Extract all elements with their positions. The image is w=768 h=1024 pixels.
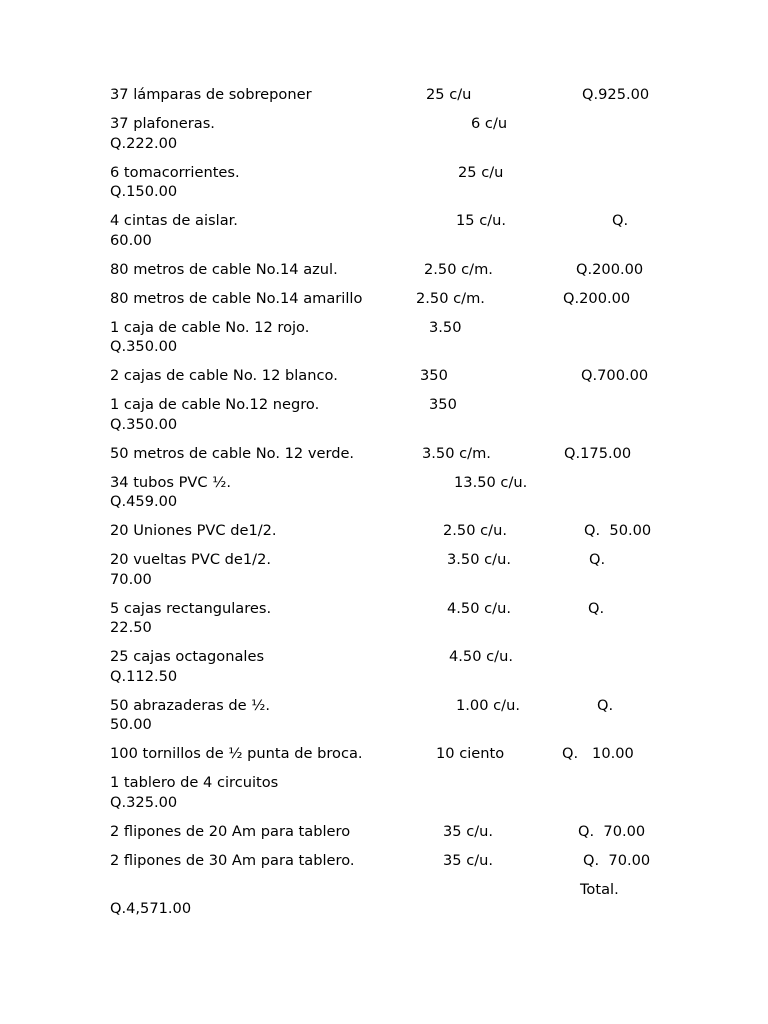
list-item <box>110 85 670 105</box>
item-total: Q.150.00 <box>110 183 178 200</box>
list-item <box>110 366 670 386</box>
list-item <box>110 851 670 871</box>
item-description: 50 abrazaderas de ½. <box>110 696 271 714</box>
item-unit-price: 13.50 c/u. <box>454 473 528 491</box>
item-unit-price: 4.50 c/u. <box>449 648 513 665</box>
item-total: Q.222.00 <box>110 134 178 152</box>
item-description: 80 metros de cable No.14 azul. <box>110 260 338 278</box>
item-unit-price: 1.00 c/u. <box>456 696 520 714</box>
item-unit-price: 35 c/u. <box>443 822 494 840</box>
item-description: 20 Uniones PVC de1/2. <box>110 522 277 539</box>
list-item <box>110 163 670 183</box>
item-description: 2 flipones de 30 Am para tablero. <box>110 851 355 869</box>
item-total: Q.700.00 <box>581 367 649 384</box>
list-item-wrap <box>110 570 670 590</box>
item-total-currency: Q. <box>597 696 614 714</box>
item-unit-price: 2.50 c/m. <box>416 289 485 307</box>
item-total-currency: Q. <box>588 599 605 617</box>
list-item-wrap <box>110 134 670 154</box>
total-value: Q.4,571.00 <box>110 900 192 917</box>
list-item <box>110 599 670 619</box>
list-item <box>110 473 670 493</box>
list-item <box>110 550 670 570</box>
item-description: 37 plafoneras. <box>110 115 215 132</box>
item-unit-price: 4.50 c/u. <box>447 599 511 617</box>
item-total: Q. 70.00 <box>583 851 651 869</box>
item-description: 2 flipones de 20 Am para tablero <box>110 822 351 840</box>
item-description: 37 lámparas de sobreponer <box>110 86 312 103</box>
item-total: Q.459.00 <box>110 493 178 510</box>
item-description: 2 cajas de cable No. 12 blanco. <box>110 367 338 384</box>
item-total: Q.350.00 <box>110 415 178 433</box>
item-total: Q. 50.00 <box>584 522 652 539</box>
total-row <box>110 880 670 900</box>
item-description: 4 cintas de aislar. <box>110 212 238 229</box>
item-description: 6 tomacorrientes. <box>110 163 240 181</box>
item-description: 50 metros de cable No. 12 verde. <box>110 444 355 462</box>
material-list <box>110 85 670 919</box>
item-description: 25 cajas octagonales <box>110 648 265 665</box>
list-item <box>110 318 670 338</box>
list-item <box>110 395 670 415</box>
item-total-amount: 70.00 <box>110 570 152 588</box>
list-item <box>110 647 670 667</box>
item-total: Q.325.00 <box>110 793 178 811</box>
item-total: Q.350.00 <box>110 338 178 355</box>
list-item-wrap <box>110 618 670 638</box>
list-item-wrap <box>110 337 670 357</box>
list-item <box>110 289 670 309</box>
item-description: 20 vueltas PVC de1/2. <box>110 551 272 568</box>
item-description: 1 tablero de 4 circuitos <box>110 774 279 791</box>
item-total-currency: Q. <box>612 212 629 229</box>
item-total-amount: 60.00 <box>110 231 152 249</box>
list-item-wrap <box>110 793 670 813</box>
item-unit-price: 15 c/u. <box>456 212 507 229</box>
item-unit-price: 3.50 c/m. <box>422 444 491 462</box>
list-item-wrap <box>110 182 670 202</box>
list-item-wrap <box>110 715 670 735</box>
item-description: 34 tubos PVC ½. <box>110 473 232 491</box>
item-unit-price: 10 ciento <box>436 745 505 762</box>
item-description: 5 cajas rectangulares. <box>110 599 272 617</box>
item-unit-price: 3.50 <box>429 318 462 336</box>
item-unit-price: 350 <box>420 367 448 384</box>
item-description: 1 caja de cable No. 12 rojo. <box>110 318 310 336</box>
list-item-wrap <box>110 667 670 687</box>
item-total: Q.175.00 <box>564 444 632 462</box>
list-item <box>110 211 670 231</box>
list-item <box>110 260 670 280</box>
item-total-currency: Q. <box>589 551 606 568</box>
list-item <box>110 822 670 842</box>
list-item-wrap <box>110 492 670 512</box>
list-item <box>110 773 670 793</box>
list-item <box>110 521 670 541</box>
list-item-wrap <box>110 231 670 251</box>
item-description: 80 metros de cable No.14 amarillo <box>110 289 363 307</box>
item-unit-price: 6 c/u <box>471 115 508 132</box>
item-unit-price: 350 <box>429 396 457 413</box>
total-label: Total. <box>580 880 619 898</box>
item-unit-price: 35 c/u. <box>443 851 494 869</box>
item-unit-price: 3.50 c/u. <box>447 551 511 568</box>
item-unit-price: 2.50 c/m. <box>424 260 493 278</box>
list-item <box>110 744 670 764</box>
total-row-wrap <box>110 899 670 919</box>
item-unit-price: 25 c/u <box>458 163 504 181</box>
item-description: 100 tornillos de ½ punta de broca. <box>110 745 363 762</box>
item-total: Q.200.00 <box>563 289 631 307</box>
item-total: Q. 10.00 <box>562 745 634 762</box>
list-item <box>110 114 670 134</box>
item-total: Q.112.50 <box>110 667 178 685</box>
item-total-amount: 50.00 <box>110 716 152 733</box>
list-item-wrap <box>110 415 670 435</box>
item-total: Q.200.00 <box>576 260 644 278</box>
item-total-amount: 22.50 <box>110 619 152 636</box>
item-unit-price: 2.50 c/u. <box>443 522 507 539</box>
item-total: Q. 70.00 <box>578 822 646 840</box>
list-item <box>110 444 670 464</box>
list-item <box>110 696 670 716</box>
item-total: Q.925.00 <box>582 86 650 103</box>
item-description: 1 caja de cable No.12 negro. <box>110 396 320 413</box>
item-unit-price: 25 c/u <box>426 86 472 103</box>
